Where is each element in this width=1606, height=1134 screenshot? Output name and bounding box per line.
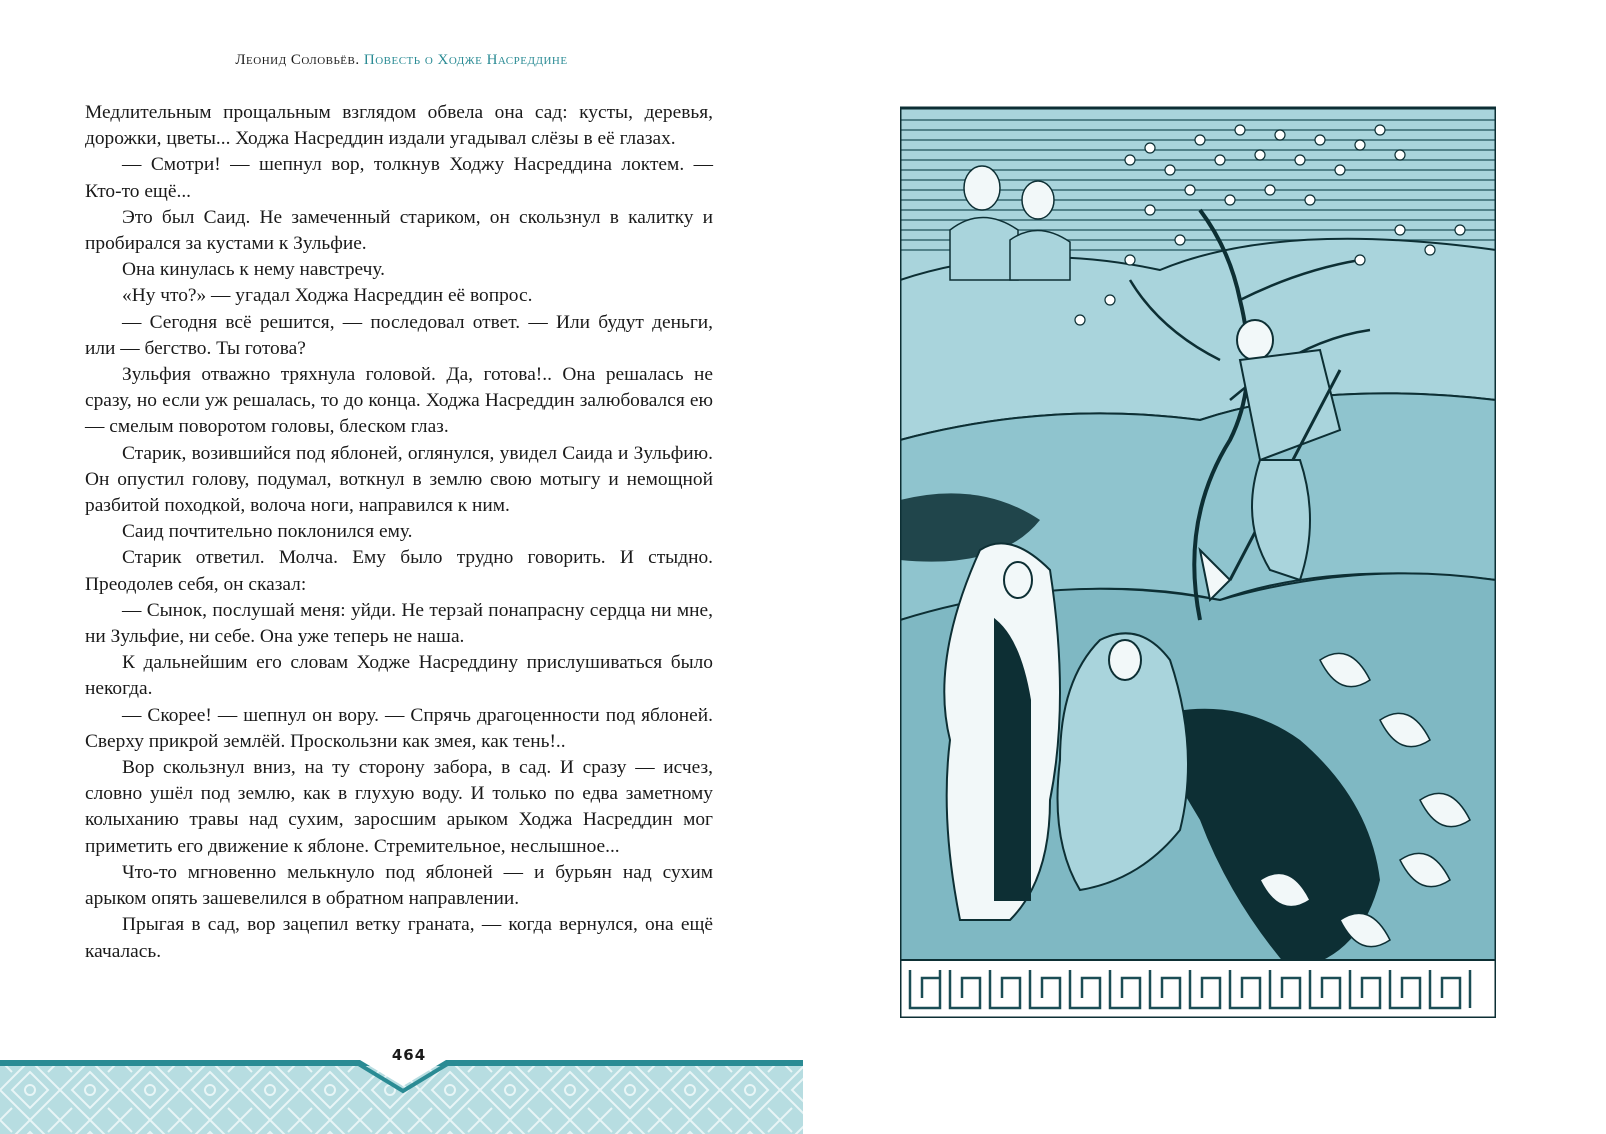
paragraph: Она кинулась к нему навстречу. xyxy=(122,259,386,281)
paragraph: — Смотри! — шепнул вор, толкнув Ходжу Насреддина локтем. — Кто-то ещё... xyxy=(85,154,713,202)
ornamental-footer-band xyxy=(0,1060,803,1134)
header-title: Повесть о Ходже Насреддине xyxy=(363,52,568,68)
page-number: 464 xyxy=(391,1046,427,1064)
paragraph: К дальнейшим его словам Ходже Насреддину прислушиваться было некогда. xyxy=(85,652,713,700)
paragraph: Прыгая в сад, вор зацепил ветку граната, — когда вернулся, она ещё качалась. xyxy=(85,914,713,962)
garden-illustration xyxy=(900,100,1496,1018)
paragraph: Медлительным прощальным взглядом обвела она сад: кусты, деревья, дорожки, цветы... Ходжа Насреддин издали угадывал слёзы в её глазах. xyxy=(85,102,713,150)
paragraph: Это был Саид. Не замеченный стариком, он скользнул в калитку и пробирался за кустами к Зульфие. xyxy=(85,206,713,255)
body-text xyxy=(85,100,713,965)
paragraph: — Скорее! — шепнул он вору. — Спрячь драгоценности под яблоней. Сверху прикрой землёй. Проскользни как змея, как тень!.. xyxy=(85,704,713,752)
paragraph: Старик, возившийся под яблоней, оглянулся, увидел Саида и Зульфию. Он опустил голову, подумал, воткнул в землю свою мотыгу и немощной разбитой походкой, волоча ноги, направился к ним. xyxy=(85,442,713,517)
paragraph: «Ну что?» — угадал Ходжа Насреддин её вопрос. xyxy=(122,285,533,307)
paragraph: — Сынок, послушай меня: уйди. Не терзай понапрасну сердца ни мне, ни Зульфие, ни себе. Она уже теперь не наша. xyxy=(85,599,713,648)
running-header xyxy=(0,52,803,69)
footer-pattern xyxy=(0,1060,803,1134)
paragraph: Саид почтительно поклонился ему. xyxy=(122,521,413,543)
paragraph: Старик ответил. Молча. Ему было трудно говорить. И стыдно. Преодолев себя, он сказал: xyxy=(85,547,713,595)
paragraph: Что-то мгновенно мелькнуло под яблоней — и бурьян над сухим арыком опять зашевелился в обратном направлении. xyxy=(85,861,713,910)
paragraph: — Сегодня всё решится, — последовал ответ. — Или будут деньги, или — бегство. Ты готова? xyxy=(85,311,713,359)
paragraph: Вор скользнул вниз, на ту сторону забора, в сад. И сразу — исчез, словно ушёл под землю, как в глухую воду. И только по едва заметному колыханию травы над сухим, заросшим арыком Ходжа Насреддин мог приметить его движение к яблоне. Стремительное, неслышное... xyxy=(85,757,713,857)
paragraph: Зульфия отважно тряхнула головой. Да, готова!.. Она решалась не сразу, но если уж решалась, то до конца. Ходжа Насреддин залюбовался ею — смелым поворотом головы, блеском глаз. xyxy=(85,364,713,438)
header-author: Леонид Соловьёв. xyxy=(235,52,360,68)
